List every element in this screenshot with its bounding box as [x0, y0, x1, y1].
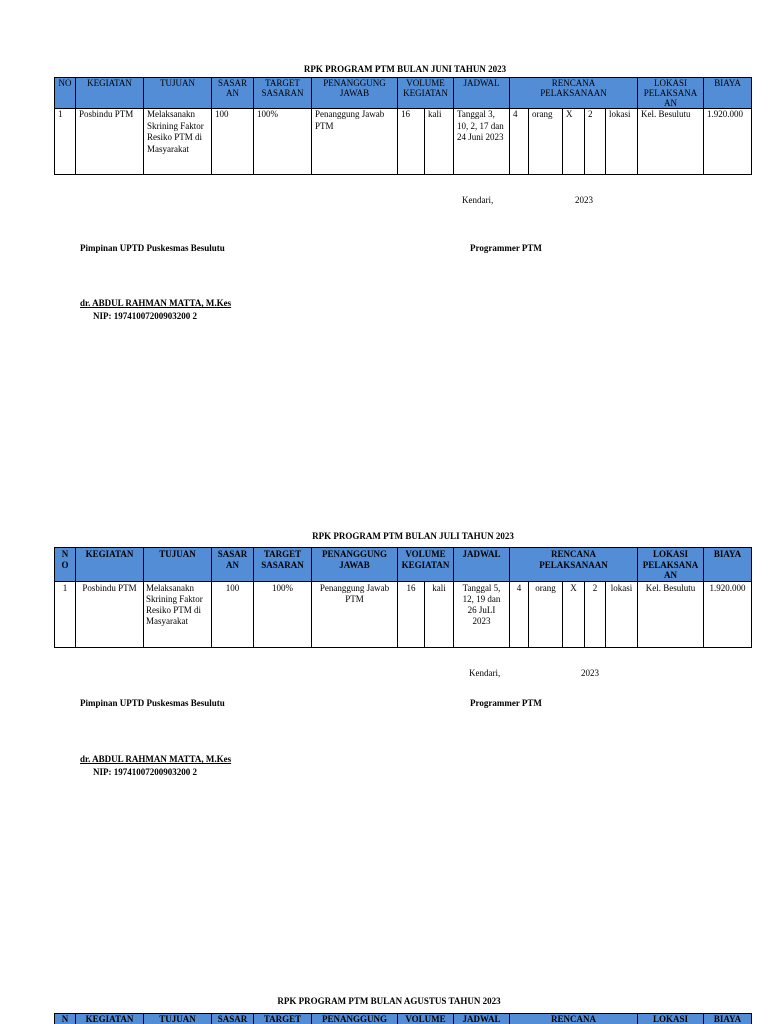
cell-text-line: PTM — [345, 593, 364, 604]
table-header-row — [55, 548, 752, 582]
cell-sasaran — [212, 581, 254, 647]
header-label-line: TARGET — [263, 1014, 302, 1024]
cell-text-line: Tanggal 3, — [457, 109, 495, 119]
header-label-line: VOLUME — [406, 78, 445, 88]
cell-biaya — [704, 581, 752, 647]
cell-text-line: 1 — [58, 109, 63, 119]
cell-rencana-kali — [563, 581, 585, 647]
cell-text-line: Penanggung Jawab — [319, 582, 390, 593]
cell-text-line: 2 — [592, 582, 598, 593]
cell-text-line: Skrining Faktor — [147, 120, 204, 131]
cell-text-line: X — [570, 582, 577, 593]
header-label-line: SASARAN — [261, 88, 304, 98]
header-label-line: TARGET — [263, 549, 302, 559]
rpk-table-agustus — [54, 1013, 752, 1024]
header-label-line: KEGIATAN — [85, 1014, 134, 1024]
table-body — [55, 78, 752, 175]
table-header-row — [55, 1014, 752, 1024]
header-label-line: PENANGGUNG — [323, 78, 386, 88]
cell-rencana-jumlah-orang — [510, 109, 529, 175]
cell-text-line: Kel. Besulutu — [645, 582, 696, 593]
header-no — [55, 548, 76, 582]
header-label-line: LOKASI — [653, 1014, 689, 1024]
cell-kegiatan — [76, 581, 144, 647]
header-label-line: KEGIATAN — [87, 78, 132, 88]
header-label-line: NO — [58, 78, 72, 88]
signature-right-title: Programmer PTM — [470, 698, 542, 708]
cell-target-sasaran — [254, 109, 312, 175]
header-label-line: JADWAL — [463, 78, 500, 88]
cell-sasaran — [212, 109, 254, 175]
cell-rencana-jumlah-lokasi — [585, 581, 606, 647]
header-label-line: SASAR — [217, 78, 247, 88]
header-label-line: KEGIATAN — [85, 549, 134, 559]
cell-text-line: Masyarakat — [147, 143, 189, 154]
cell-text-line: orang — [535, 582, 556, 593]
section-title: RPK PROGRAM PTM BULAN AGUSTUS TAHUN 2023 — [277, 996, 501, 1006]
cell-text-line: Posbindu PTM — [82, 582, 137, 593]
cell-target-sasaran — [254, 581, 312, 647]
cell-text-line: 24 Juni 2023 — [457, 132, 504, 142]
cell-text-line: Resiko PTM di — [147, 132, 203, 142]
cell-rencana-satuan-lokasi — [606, 109, 638, 175]
header-lokasi-pelaksanaan — [638, 548, 704, 582]
header-label-line: SASAR — [217, 549, 248, 559]
cell-text-line: Melaksanakn — [146, 582, 194, 593]
header-label-line: BIAYA — [713, 549, 742, 559]
cell-rencana-jumlah-orang — [510, 581, 529, 647]
cell-kegiatan — [76, 109, 144, 175]
signature-place: Kendari, — [469, 668, 501, 678]
header-tujuan — [144, 78, 212, 109]
cell-jadwal — [454, 581, 510, 647]
table-body — [55, 1014, 752, 1024]
header-label-line: LOKASI — [653, 549, 689, 559]
header-label-line: PELAKSANA — [643, 88, 698, 98]
cell-text-line: Resiko PTM di — [146, 604, 202, 615]
signature-year: 2023 — [575, 195, 593, 205]
header-target-sasaran — [254, 1014, 312, 1024]
cell-text-line: 1.920.000 — [707, 109, 744, 119]
header-penanggung-jawab — [312, 1014, 398, 1024]
cell-lokasi-pelaksanaan — [638, 581, 704, 647]
rpk-table — [54, 547, 752, 648]
cell-text-line: 16 — [406, 582, 416, 593]
header-label-line: AN — [664, 570, 678, 580]
signatory-nip: NIP: 19741007200903200 2 — [93, 767, 197, 777]
cell-biaya — [704, 109, 752, 175]
cell-text-line: kali — [428, 109, 442, 119]
header-lokasi-pelaksanaan — [638, 1014, 704, 1024]
header-label-line: TUJUAN — [159, 549, 196, 559]
signature-left-title: Pimpinan UPTD Puskesmas Besulutu — [80, 243, 225, 253]
cell-text-line: 16 — [401, 109, 410, 119]
cell-no — [55, 109, 76, 175]
cell-text-line: Tanggal 5, — [462, 582, 501, 593]
cell-jadwal — [454, 109, 510, 175]
cell-rencana-satuan-lokasi — [606, 581, 638, 647]
cell-text-line: Posbindu PTM — [79, 109, 134, 119]
cell-text-line: 1.920.000 — [709, 582, 746, 593]
cell-no — [55, 581, 76, 647]
header-label-line: N — [61, 1014, 69, 1024]
header-kegiatan — [76, 548, 144, 582]
cell-text-line: lokasi — [609, 109, 631, 119]
cell-volume-satuan — [425, 581, 454, 647]
cell-text-line: 4 — [513, 109, 518, 119]
signature-place: Kendari, — [462, 195, 494, 205]
header-jadwal — [454, 548, 510, 582]
rpk-table-juli — [54, 547, 752, 648]
cell-rencana-satuan-orang — [529, 109, 563, 175]
cell-text-line: lokasi — [610, 582, 633, 593]
header-sasaran — [212, 1014, 254, 1024]
rpk-table — [54, 77, 752, 175]
cell-text-line: Penanggung Jawab — [315, 109, 385, 119]
header-label-line: LOKASI — [654, 78, 688, 88]
cell-text-line: kali — [432, 582, 446, 593]
header-sasaran — [212, 78, 254, 109]
cell-rencana-satuan-orang — [529, 581, 563, 647]
cell-text-line: 100 — [225, 582, 240, 593]
header-jadwal — [454, 1014, 510, 1024]
cell-text-line: 26 JuLI — [467, 604, 496, 615]
header-penanggung-jawab — [312, 78, 398, 109]
header-label-line: SASAR — [217, 1014, 248, 1024]
header-label-line: JAWAB — [339, 559, 370, 570]
header-volume-kegiatan — [398, 1014, 454, 1024]
section-title: RPK PROGRAM PTM BULAN JUNI TAHUN 2023 — [303, 64, 507, 74]
cell-rencana-jumlah-lokasi — [585, 109, 606, 175]
header-label-line: TUJUAN — [159, 1014, 196, 1024]
header-kegiatan — [76, 78, 144, 109]
signature-year: 2023 — [581, 668, 599, 678]
header-label-line: VOLUME — [405, 549, 446, 559]
header-jadwal — [454, 78, 510, 109]
cell-penanggung-jawab — [312, 581, 398, 647]
header-no — [55, 1014, 76, 1024]
header-label-line: SASARAN — [261, 559, 304, 570]
header-sasaran — [212, 548, 254, 582]
cell-volume-jumlah — [398, 109, 425, 175]
header-rencana-pelaksanaan — [510, 1014, 638, 1024]
header-label-line: PELAKSANAAN — [540, 88, 607, 98]
header-label-line: TUJUAN — [160, 78, 195, 88]
header-label-line: KEGIATAN — [403, 88, 448, 98]
cell-rencana-kali — [563, 109, 585, 175]
header-rencana-pelaksanaan — [510, 548, 638, 582]
header-lokasi-pelaksanaan — [638, 78, 704, 109]
cell-volume-jumlah — [398, 581, 425, 647]
cell-tujuan — [144, 109, 212, 175]
header-tujuan — [144, 1014, 212, 1024]
header-label-line: JAWAB — [339, 88, 370, 98]
header-label-line: TARGET — [265, 78, 300, 88]
cell-text-line: 12, 19 dan — [462, 593, 501, 604]
cell-text-line: 4 — [516, 582, 522, 593]
header-label-line: AN — [226, 88, 239, 98]
cell-text-line: Melaksanakn — [147, 109, 195, 119]
header-label-line: AN — [226, 559, 239, 570]
cell-text-line: PTM — [315, 120, 334, 131]
cell-text-line: 2 — [588, 109, 593, 119]
signature-right-title: Programmer PTM — [470, 243, 542, 253]
cell-text-line: orang — [532, 109, 553, 119]
cell-text-line: 2023 — [472, 615, 491, 626]
cell-text-line: 100% — [272, 582, 293, 593]
header-label-line: N — [61, 549, 69, 559]
header-tujuan — [144, 548, 212, 582]
cell-text-line: X — [566, 109, 573, 119]
header-label-line: RENCANA — [551, 1014, 597, 1024]
header-volume-kegiatan — [398, 78, 454, 109]
signature-left-title: Pimpinan UPTD Puskesmas Besulutu — [80, 698, 225, 708]
rpk-table-juni — [54, 77, 752, 175]
header-biaya — [704, 1014, 752, 1024]
header-biaya — [704, 548, 752, 582]
header-label-line: PENANGGUNG — [322, 549, 387, 559]
cell-text-line: 100% — [257, 109, 278, 119]
cell-volume-satuan — [425, 109, 454, 175]
header-label-line: PELAKSANAAN — [539, 559, 608, 570]
signatory-name: dr. ABDUL RAHMAN MATTA, M.Kes — [80, 754, 232, 764]
signatory-nip: NIP: 19741007200903200 2 — [93, 311, 197, 321]
cell-text-line: Masyarakat — [146, 615, 188, 626]
header-label-line: BIAYA — [714, 78, 741, 88]
cell-text-line: 100 — [215, 109, 229, 119]
header-no — [55, 78, 76, 109]
header-label-line: JADWAL — [462, 1014, 501, 1024]
cell-text-line: Skrining Faktor — [146, 593, 203, 604]
table-row — [55, 581, 752, 647]
header-label-line: KEGIATAN — [401, 559, 450, 570]
cell-lokasi-pelaksanaan — [638, 109, 704, 175]
header-label-line: JADWAL — [462, 549, 501, 559]
header-volume-kegiatan — [398, 548, 454, 582]
signatory-name: dr. ABDUL RAHMAN MATTA, M.Kes — [80, 298, 232, 308]
table-body — [55, 548, 752, 648]
header-target-sasaran — [254, 548, 312, 582]
header-label-line: PENANGGUNG — [322, 1014, 387, 1024]
section-title: RPK PROGRAM PTM BULAN JULI TAHUN 2023 — [312, 531, 514, 541]
header-biaya — [704, 78, 752, 109]
header-label-line: PELAKSANA — [642, 559, 699, 570]
header-target-sasaran — [254, 78, 312, 109]
header-kegiatan — [76, 1014, 144, 1024]
header-label-line: RENCANA — [551, 549, 597, 559]
cell-text-line: 10, 2, 17 dan — [457, 120, 504, 131]
cell-tujuan — [144, 581, 212, 647]
table-header-row — [55, 78, 752, 109]
header-label-line: O — [61, 559, 69, 570]
cell-penanggung-jawab — [312, 109, 398, 175]
header-penanggung-jawab — [312, 548, 398, 582]
cell-text-line: 1 — [62, 582, 68, 593]
header-label-line: AN — [664, 98, 678, 108]
rpk-table — [54, 1013, 752, 1024]
header-label-line: BIAYA — [713, 1014, 742, 1024]
header-rencana-pelaksanaan — [510, 78, 638, 109]
cell-text-line: Kel. Besulutu — [641, 109, 691, 119]
header-label-line: RENCANA — [551, 78, 596, 88]
table-row — [55, 109, 752, 175]
header-label-line: VOLUME — [405, 1014, 446, 1024]
